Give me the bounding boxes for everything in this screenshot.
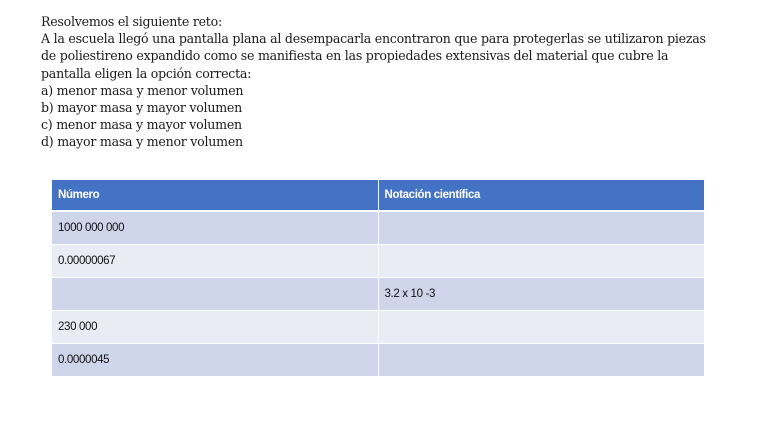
notation-cell[interactable] <box>378 211 704 245</box>
table-header-row <box>52 180 704 211</box>
table-row <box>52 211 704 245</box>
notation-cell[interactable] <box>378 344 704 377</box>
number-cell[interactable]: 0.00000067 <box>52 245 378 278</box>
number-cell[interactable]: 1000 000 000 <box>52 211 378 245</box>
option-a: a) menor masa y menor volumen <box>41 82 244 98</box>
notation-cell[interactable] <box>378 311 704 344</box>
table-row <box>52 344 704 377</box>
option-d: d) mayor masa y menor volumen <box>41 134 243 150</box>
scientific-notation-table <box>52 180 705 377</box>
problem-line-2: de poliestireno expandido como se manifiesta en las propiedades extensivas del material que cubre la <box>41 48 669 64</box>
table-row <box>52 311 704 344</box>
problem-line-3: pantalla eligen la opción correcta: <box>41 65 252 81</box>
notation-cell[interactable] <box>378 245 704 278</box>
table-row <box>52 278 704 311</box>
option-b: b) mayor masa y mayor volumen <box>41 100 242 116</box>
notation-cell[interactable]: 3.2 x 10 -3 <box>378 278 704 311</box>
header-number: Número <box>52 180 378 211</box>
number-cell[interactable] <box>52 278 378 311</box>
table-row <box>52 245 704 278</box>
option-c: c) menor masa y mayor volumen <box>41 117 242 133</box>
number-cell[interactable]: 230 000 <box>52 311 378 344</box>
header-scientific-notation: Notación científica <box>378 180 704 211</box>
problem-line-1: A la escuela llegó una pantalla plana al desempacarla encontraron que para protegerlas se utilizaron piezas <box>41 31 706 47</box>
problem-statement <box>41 13 741 151</box>
intro-line: Resolvemos el siguiente reto: <box>41 14 222 29</box>
number-cell[interactable]: 0.0000045 <box>52 344 378 377</box>
